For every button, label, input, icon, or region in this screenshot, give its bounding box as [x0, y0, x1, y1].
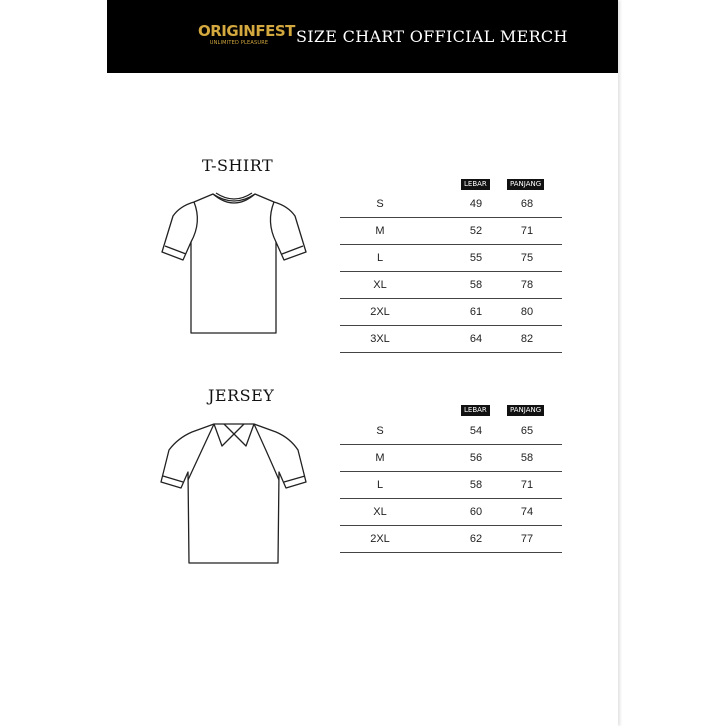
logo-tagline: UNLIMITED PLEASURE — [209, 40, 269, 46]
panjang-cell: 77 — [520, 533, 534, 545]
size-cell: L — [376, 252, 384, 264]
page-title: SIZE CHART OFFICIAL MERCH — [296, 27, 568, 46]
panjang-cell: 71 — [520, 479, 534, 491]
size-cell: 3XL — [370, 333, 390, 345]
panjang-cell: 71 — [520, 225, 534, 237]
table-row — [340, 472, 562, 499]
table-row — [340, 418, 562, 445]
size-cell: 2XL — [370, 306, 390, 318]
size-chart-sheet — [106, 0, 618, 726]
panjang-cell: 65 — [520, 425, 534, 437]
tshirt-outline-icon — [158, 190, 310, 335]
size-cell: M — [375, 452, 385, 464]
size-cell: M — [375, 225, 385, 237]
table-row — [340, 299, 562, 326]
jersey-outline-icon — [158, 420, 310, 565]
tshirt-lebar-header: LEBAR — [461, 179, 490, 190]
jersey-panjang-header: PANJANG — [507, 405, 544, 416]
table-row — [340, 272, 562, 299]
size-cell: S — [376, 198, 384, 210]
logo-text: ORIGINFEST — [198, 22, 295, 40]
table-row — [340, 326, 562, 353]
jersey-lebar-header: LEBAR — [461, 405, 490, 416]
table-row — [340, 245, 562, 272]
lebar-cell: 58 — [469, 479, 483, 491]
lebar-cell: 56 — [469, 452, 483, 464]
lebar-cell: 60 — [469, 506, 483, 518]
size-cell: XL — [373, 279, 387, 291]
lebar-cell: 54 — [469, 425, 483, 437]
lebar-cell: 52 — [469, 225, 483, 237]
lebar-cell: 55 — [469, 252, 483, 264]
size-cell: S — [376, 425, 384, 437]
tshirt-panjang-header: PANJANG — [507, 179, 544, 190]
panjang-cell: 58 — [520, 452, 534, 464]
originfest-logo — [198, 22, 295, 53]
panjang-cell: 68 — [520, 198, 534, 210]
lebar-cell: 49 — [469, 198, 483, 210]
table-row — [340, 218, 562, 245]
table-row — [340, 445, 562, 472]
size-cell: 2XL — [370, 533, 390, 545]
size-cell: L — [376, 479, 384, 491]
lebar-cell: 58 — [469, 279, 483, 291]
table-row — [340, 191, 562, 218]
jersey-section-title: JERSEY — [208, 386, 275, 405]
tshirt-section-title: T-SHIRT — [202, 156, 274, 175]
table-row — [340, 526, 562, 553]
panjang-cell: 74 — [520, 506, 534, 518]
size-cell: XL — [373, 506, 387, 518]
panjang-cell: 82 — [520, 333, 534, 345]
lebar-cell: 62 — [469, 533, 483, 545]
lebar-cell: 61 — [469, 306, 483, 318]
panjang-cell: 78 — [520, 279, 534, 291]
panjang-cell: 80 — [520, 306, 534, 318]
lebar-cell: 64 — [469, 333, 483, 345]
panjang-cell: 75 — [520, 252, 534, 264]
table-row — [340, 499, 562, 526]
